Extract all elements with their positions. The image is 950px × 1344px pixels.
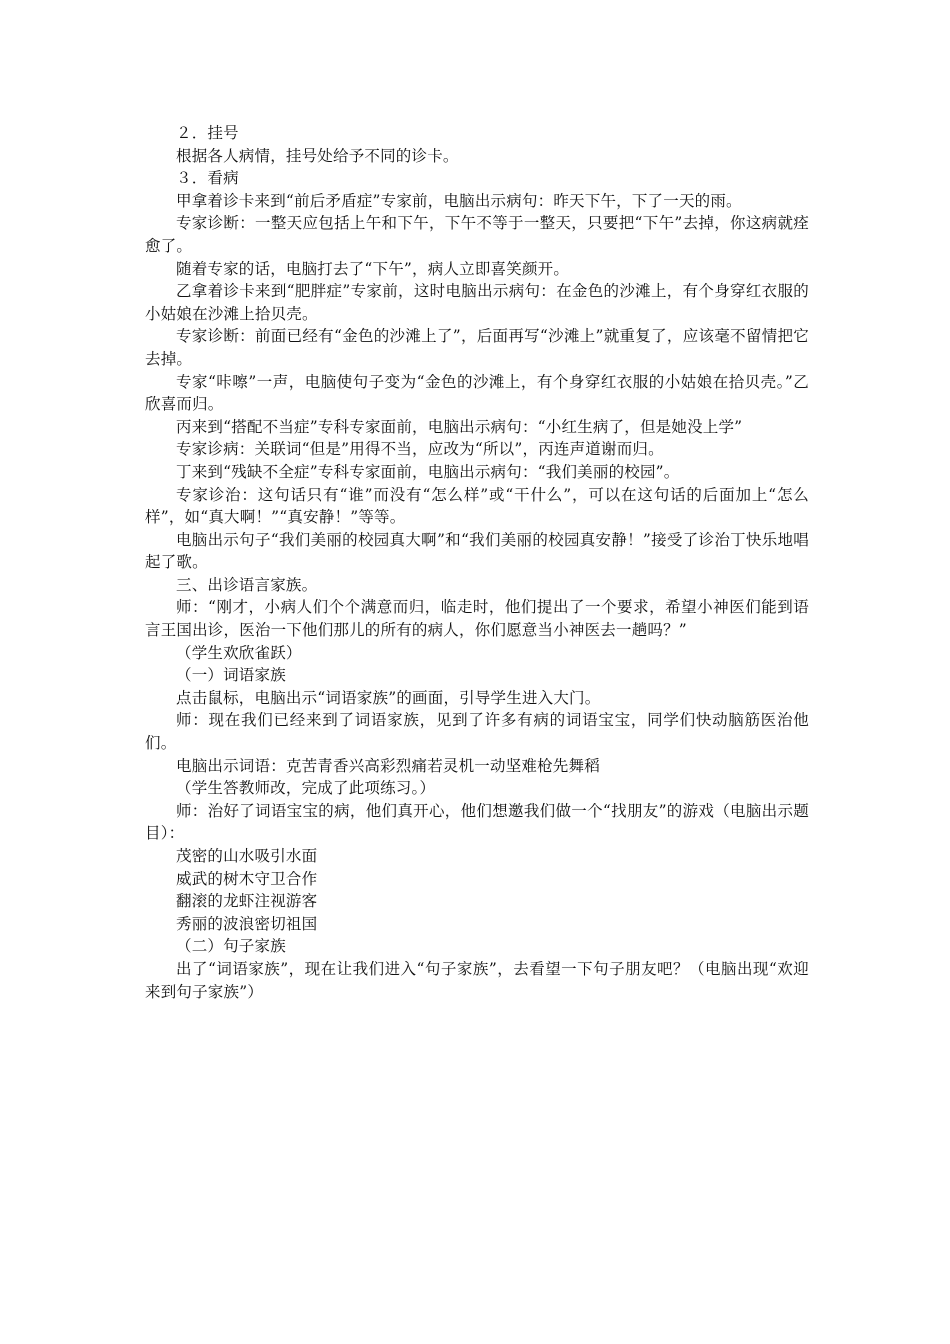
paragraph: 专家诊断：前面已经有“金色的沙滩上了”，后面再写“沙滩上”就重复了，应该毫不留情把它去掉。 (145, 327, 809, 368)
paragraph: 专家诊病：关联词“但是”用得不当，应改为“所以”，丙连声道谢而归。 (176, 440, 664, 459)
paragraph: 根据各人病情，挂号处给予不同的诊卡。 (176, 146, 459, 165)
paragraph: 专家诊治：这句话只有“谁”而没有“怎么样”或“干什么”，可以在这句话的后面加上“怎么样”，如“真大啊！”“真安静！”等等。 (145, 485, 809, 527)
paragraph: 丁来到“残缺不全症”专科专家面前，电脑出示病句：“我们美丽的校园”。 (176, 462, 680, 481)
paragraph: 师：治好了词语宝宝的病，他们真开心，他们想邀我们做一个“找朋友”的游戏（电脑出示题目）： (145, 801, 809, 843)
paragraph: 乙拿着诊卡来到“肥胖症”专家前，这时电脑出示病句：在金色的沙滩上，有个身穿红衣服的小姑娘在沙滩上拾贝壳。 (145, 282, 809, 323)
paragraph: （学生答教师改，完成了此项练习。） (176, 779, 436, 798)
heading-consultation: ３．看病 (176, 169, 239, 188)
paragraph: 丙来到“搭配不当症”专科专家面前，电脑出示病句：“小红生病了，但是她没上学” (176, 417, 743, 436)
list-item: 翻滚的龙虾注视游客 (176, 892, 318, 911)
paragraph: 出了“词语家族”，现在让我们进入“句子家族”，去看望一下句子朋友吧？（电脑出现“欢迎来到句子家族”） (145, 959, 809, 1001)
document-page (145, 122, 809, 1003)
list-item: 茂密的山水吸引水面 (176, 847, 318, 865)
paragraph: 专家“咔嚓”一声，电脑使句子变为“金色的沙滩上，有个身穿红衣服的小姑娘在拾贝壳。”乙欣喜而归。 (145, 372, 809, 414)
paragraph: 电脑出示句子“我们美丽的校园真大啊”和“我们美丽的校园真安静！”接受了诊治丁快乐地唱起了歌。 (145, 530, 809, 572)
section-heading: 三、出诊语言家族。 (176, 575, 318, 594)
list-item: 威武的树木守卫合作 (176, 869, 318, 888)
paragraph: 师：现在我们已经来到了词语家族，见到了许多有病的词语宝宝，同学们快动脑筋医治他们。 (145, 711, 809, 753)
paragraph: 师：“刚才，小病人们个个满意而归，临走时，他们提出了一个要求，希望小神医们能到语言王国出诊，医治一下他们那儿的所有的病人，你们愿意当小神医去一趟吗？” (145, 598, 809, 640)
paragraph: 专家诊断：一整天应包括上午和下午，下午不等于一整天，只要把“下午”去掉，你这病就痊愈了。 (145, 214, 809, 255)
paragraph: 随着专家的话，电脑打去了“下午”，病人立即喜笑颜开。 (176, 259, 570, 278)
heading-registration: ２．挂号 (176, 124, 239, 142)
list-item: 秀丽的波浪密切祖国 (176, 914, 318, 933)
paragraph: 甲拿着诊卡来到“前后矛盾症”专家前，电脑出示病句：昨天下午，下了一天的雨。 (176, 191, 742, 210)
paragraph: 点击鼠标，电脑出示“词语家族”的画面，引导学生进入大门。 (176, 688, 601, 707)
subsection-heading: （一）词语家族 (176, 666, 286, 685)
paragraph: （学生欢欣雀跃） (176, 643, 302, 662)
subsection-heading: （二）句子家族 (176, 937, 286, 956)
paragraph: 电脑出示词语：克苦青香兴高彩烈痛若灵机一动坚难枪先舞稻 (176, 756, 600, 775)
